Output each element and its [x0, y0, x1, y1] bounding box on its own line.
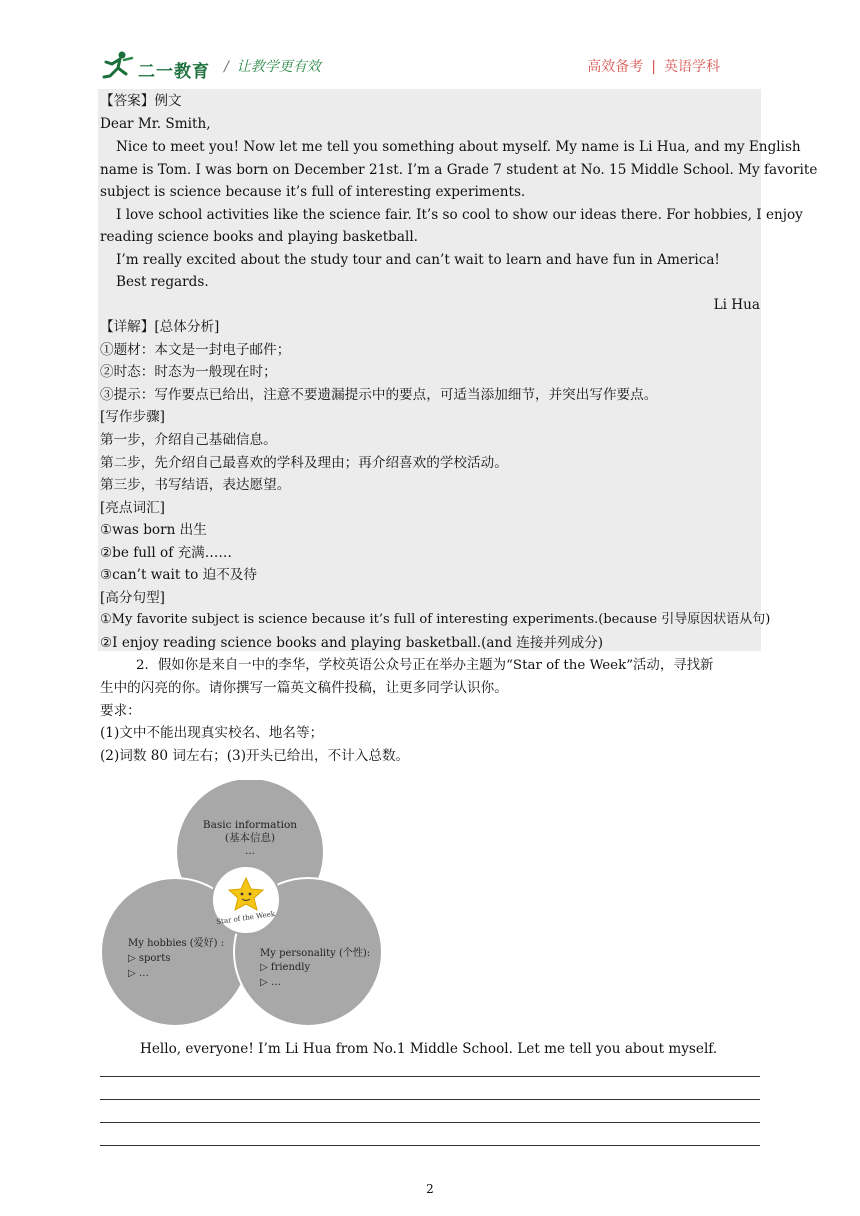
letter-line: reading science books and playing basketball.: [100, 229, 418, 245]
vocab-heading: [亮点词汇]: [100, 500, 165, 516]
slogan: / 让教学更有效: [224, 59, 321, 75]
center-label: Star of the Week: [215, 909, 276, 927]
header-tag-subject: 英语学科: [664, 59, 720, 75]
writing-line: [100, 1076, 760, 1077]
hobbies-item: ▷ …: [128, 968, 149, 979]
hobbies-item: ▷ sports: [128, 953, 171, 964]
star-eye-icon: [249, 893, 252, 896]
answer-heading: 【答案】例文: [100, 93, 182, 109]
personality-title: My personality (个性):: [260, 948, 371, 959]
requirements-heading: 要求：: [100, 703, 141, 719]
page-header: [100, 44, 760, 84]
header-subject: 高效备考 | 英语学科: [587, 59, 720, 75]
letter-signature: Li Hua: [713, 297, 760, 313]
writing-line: [100, 1099, 760, 1100]
slogan-text: 让教学更有效: [236, 59, 321, 75]
writing-line: [100, 1122, 760, 1123]
sentence-line: ①My favorite subject is science because it’s full of interesting experiments.(because 引导原因状语从句): [100, 612, 771, 627]
star-of-the-week-diagram: [100, 780, 390, 1030]
vocab-line: ①was born 出生: [100, 522, 207, 538]
letter-line: I love school activities like the science fair. It’s so cool to show our ideas there. For hobbies, I enjoy: [116, 207, 803, 223]
steps-heading: [写作步骤]: [100, 409, 165, 425]
basic-info-cn: (基本信息): [224, 832, 276, 844]
personality-item: ▷ friendly: [260, 962, 311, 973]
question-line: 2．假如你是来自一中的李华，学校英语公众号正在举办主题为“Star of the Week”活动，寻找新: [136, 658, 714, 673]
letter-line: Nice to meet you! Now let me tell you something about myself. My name is Li Hua, and my English: [116, 139, 801, 155]
star-eye-icon: [241, 893, 244, 896]
page-number: 2: [426, 1182, 434, 1196]
sentence-heading: [高分句型]: [100, 590, 165, 606]
analysis-line: ②时态：时态为一般现在时；: [100, 364, 277, 380]
analysis-line: ①题材：本文是一封电子邮件；: [100, 342, 291, 358]
hobbies-title: My hobbies (爱好) :: [128, 938, 225, 949]
requirement-line: (1)文中不能出现真实校名、地名等；: [100, 725, 324, 741]
logo-text: 二一教育: [138, 62, 210, 82]
step-line: 第三步，书写结语，表达愿望。: [100, 477, 291, 493]
letter-line: name is Tom. I was born on December 21st. I’m a Grade 7 student at No. 15 Middle School. My favorite: [100, 162, 818, 178]
basic-info-title: Basic information: [202, 819, 298, 831]
writing-line: [100, 1145, 760, 1146]
letter-salutation: Dear Mr. Smith,: [100, 116, 211, 132]
question-line: 生中的闪亮的你。请你撰写一篇英文稿件投稿，让更多同学认识你。: [100, 680, 508, 696]
logo: [100, 50, 220, 80]
header-tag-prep: 高效备考: [587, 59, 644, 75]
analysis-line: ③提示：写作要点已给出，注意不要遗漏提示中的要点，可适当添加细节，并突出写作要点。: [100, 387, 658, 403]
essay-opening: Hello, everyone! I’m Li Hua from No.1 Middle School. Let me tell you about myself.: [140, 1041, 718, 1057]
vocab-line: ②be full of 充满……: [100, 545, 232, 561]
step-line: 第二步，先介绍自己最喜欢的学科及理由；再介绍喜欢的学校活动。: [100, 455, 508, 471]
basic-info-more: ...: [244, 845, 256, 857]
personality-item: ▷ …: [260, 977, 281, 988]
runner-logo-icon: [100, 50, 136, 80]
sentence-line: ②I enjoy reading science books and playing basketball.(and 连接并列成分): [100, 635, 604, 651]
letter-line: subject is science because it’s full of interesting experiments.: [100, 184, 526, 200]
letter-closing: Best regards.: [116, 274, 209, 290]
analysis-heading: 【详解】[总体分析]: [100, 319, 220, 335]
step-line: 第一步，介绍自己基础信息。: [100, 432, 277, 448]
vocab-line: ③can’t wait to 迫不及待: [100, 567, 257, 583]
requirement-line: (2)词数 80 词左右；(3)开头已给出，不计入总数。: [100, 748, 410, 764]
letter-line: I’m really excited about the study tour and can’t wait to learn and have fun in America!: [116, 252, 720, 268]
